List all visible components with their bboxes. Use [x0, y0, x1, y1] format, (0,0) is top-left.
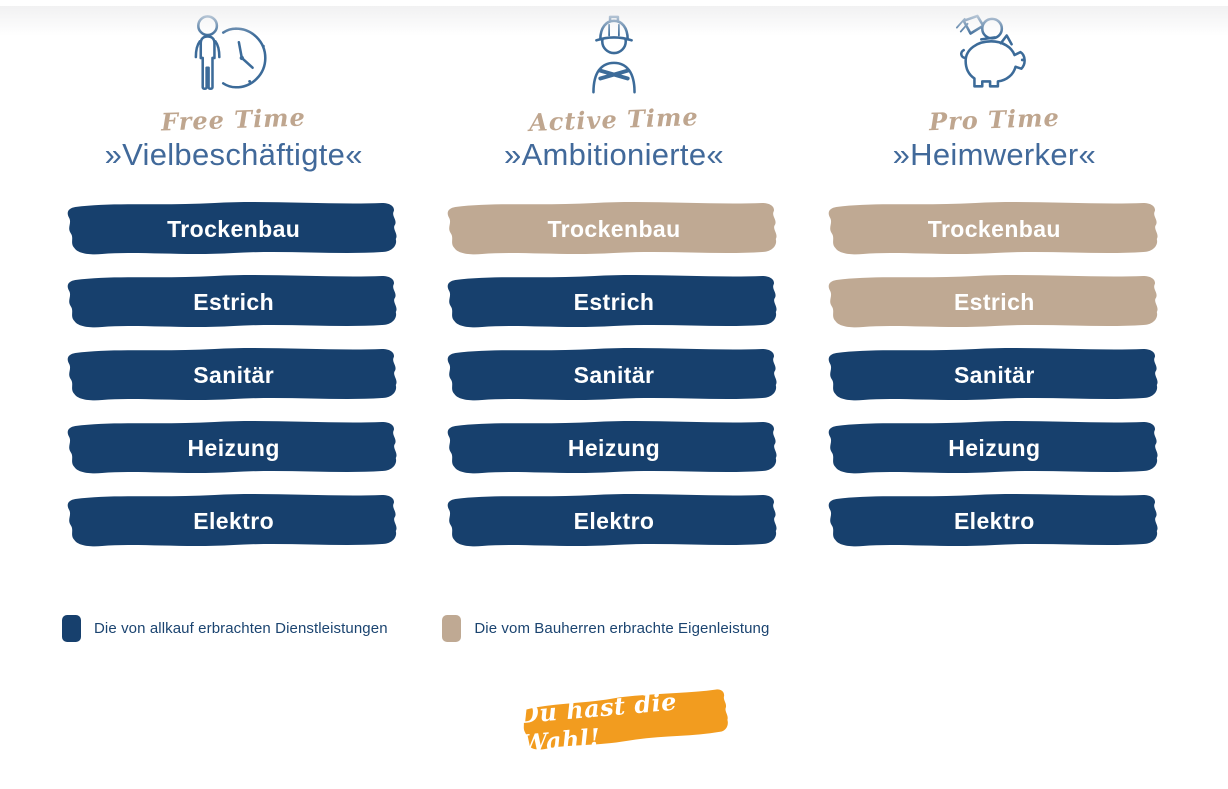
column-title: »Vielbeschäftigte« — [104, 137, 363, 172]
legend-item-dienstleistungen — [62, 615, 405, 642]
bar-sanitaer — [823, 345, 1166, 405]
bar-label: Heizung — [187, 434, 280, 461]
badge-label: Du hast die Wahl! — [516, 686, 679, 759]
column-tagline: Active Time — [528, 101, 700, 137]
bar-list — [823, 199, 1166, 551]
bar-elektro — [62, 491, 405, 551]
column-tagline: Free Time — [160, 101, 307, 137]
legend — [62, 615, 1166, 642]
piggy-bank-icon — [939, 6, 1049, 100]
bar-heizung — [62, 418, 405, 478]
bar-label: Sanitär — [193, 361, 275, 388]
bar-list — [62, 199, 405, 551]
bar-trockenbau — [62, 199, 405, 259]
bar-estrich — [62, 272, 405, 332]
column-title: »Ambitionierte« — [504, 137, 724, 172]
bar-label: Sanitär — [953, 361, 1035, 388]
bar-label: Estrich — [573, 288, 655, 315]
bar-label: Heizung — [948, 434, 1041, 461]
column-vielbeschaeftigte — [62, 6, 405, 551]
legend-label: Die vom Bauherren erbrachte Eigenleistung — [474, 620, 770, 637]
persona-columns — [62, 6, 1166, 551]
bar-label: Elektro — [573, 507, 655, 534]
bar-heizung — [442, 418, 785, 478]
bar-label: Elektro — [953, 507, 1035, 534]
person-clock-icon — [179, 6, 289, 100]
bar-label: Elektro — [193, 507, 275, 534]
legend-swatch-navy — [62, 615, 81, 642]
bar-elektro — [442, 491, 785, 551]
bar-label: Heizung — [567, 434, 661, 461]
bar-sanitaer — [62, 345, 405, 405]
bar-estrich — [823, 272, 1166, 332]
legend-item-eigenleistung — [442, 615, 785, 642]
column-ambitionierte — [442, 6, 785, 551]
legend-swatch-tan — [442, 615, 461, 642]
bar-label: Trockenbau — [927, 215, 1061, 242]
bar-list — [442, 199, 785, 551]
legend-label: Die von allkauf erbrachten Dienstleistungen — [94, 620, 388, 637]
bar-elektro — [823, 491, 1166, 551]
du-hast-die-wahl-badge[interactable] — [516, 685, 735, 759]
bar-trockenbau — [823, 199, 1166, 259]
column-heimwerker — [823, 6, 1166, 551]
bar-label: Estrich — [953, 288, 1035, 315]
column-title: »Heimwerker« — [892, 137, 1097, 172]
bar-sanitaer — [442, 345, 785, 405]
column-tagline: Pro Time — [928, 102, 1061, 136]
bar-label: Trockenbau — [547, 215, 681, 242]
bar-label: Trockenbau — [167, 215, 301, 242]
bar-trockenbau — [442, 199, 785, 259]
bar-heizung — [823, 418, 1166, 478]
construction-worker-icon — [559, 6, 669, 100]
bar-label: Estrich — [193, 288, 275, 315]
bar-estrich — [442, 272, 785, 332]
badge-row — [0, 686, 1228, 759]
bar-label: Sanitär — [573, 361, 655, 388]
